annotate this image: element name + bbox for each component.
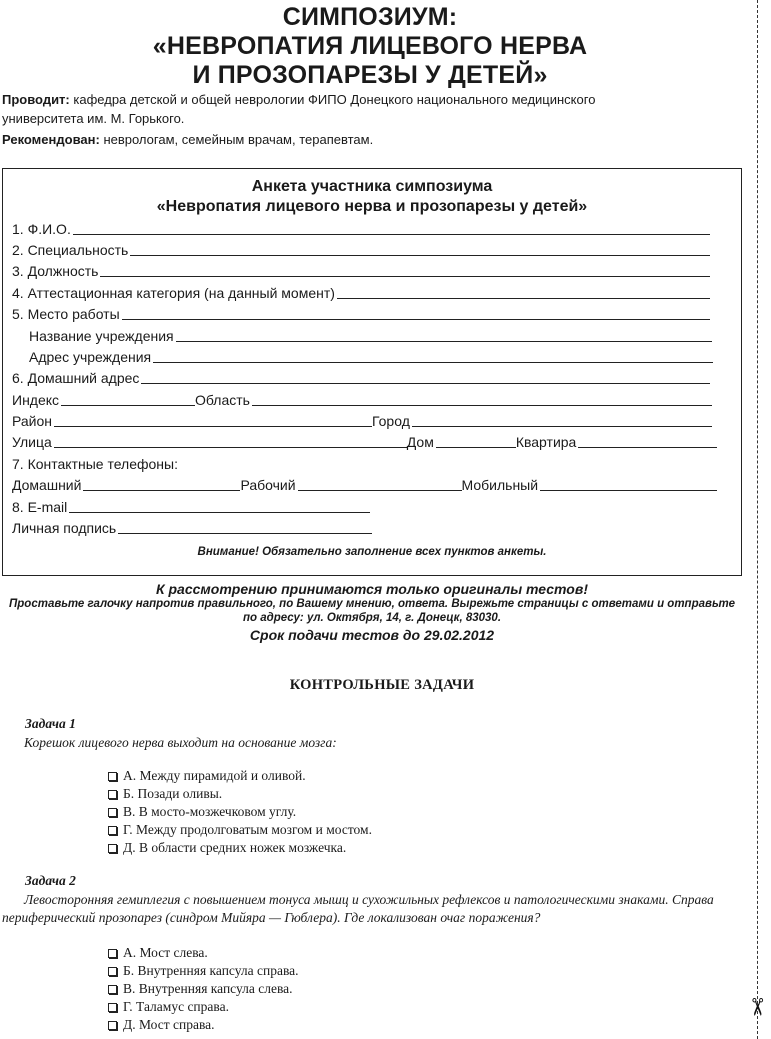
field-category: 4. Аттестационная категория (на данный момент) <box>12 282 710 302</box>
task-2-options <box>108 944 299 1034</box>
home-address-input[interactable] <box>141 369 710 384</box>
task-1-options <box>108 767 372 857</box>
task-2-question: Левосторонняя гемиплегия с повышением тонуса мышц и сухожильных рефлексов и патологическими знаками. Справа периферический прозопарез (синдром Мийяра — Гюблера). Где локализован очаг поражения? <box>2 892 714 925</box>
conducted-text-1: кафедра детской и общей неврологии ФИПО Донецкого национального медицинского <box>73 92 596 107</box>
task-1-option-e[interactable]: Д. В области средних ножек мозжечка. <box>108 839 372 857</box>
checkbox-square-icon[interactable] <box>108 826 117 835</box>
field-street-house-apt: Улица Дом Квартира <box>12 431 717 451</box>
task-1-title: Задача 1 <box>25 716 76 731</box>
specialty-input[interactable] <box>130 241 710 256</box>
form-note: Внимание! Обязательно заполнение всех пунктов анкеты. <box>197 546 547 558</box>
region-input[interactable] <box>252 391 712 406</box>
checkbox-square-icon[interactable] <box>108 844 117 853</box>
district-input[interactable] <box>54 412 372 427</box>
task-2-option-a[interactable]: А. Мост слева. <box>108 944 299 962</box>
field-phones: Домашний Рабочий Мобильный <box>12 474 717 494</box>
field-phones-label: 7. Контактные телефоны: <box>12 456 178 472</box>
phone-home-input[interactable] <box>83 476 240 491</box>
field-fio: 1. Ф.И.О. <box>12 218 710 238</box>
email-input[interactable] <box>69 498 370 513</box>
recommended-text: неврологам, семейным врачам, терапевтам. <box>103 132 374 147</box>
city-input[interactable] <box>412 412 712 427</box>
position-input[interactable] <box>100 262 710 277</box>
institution-address-input[interactable] <box>153 348 713 363</box>
checkbox-square-icon[interactable] <box>108 808 117 817</box>
instructions-originals: К рассмотрению принимаются только оригиналы тестов! <box>156 581 588 597</box>
checkbox-square-icon[interactable] <box>108 985 117 994</box>
participant-form <box>2 168 742 576</box>
symposium-title-line2: «НЕВРОПАТИЯ ЛИЦЕВОГО НЕРВА <box>152 32 588 60</box>
recommended-for <box>2 130 742 149</box>
task-1-option-b[interactable]: Б. Позади оливы. <box>108 785 372 803</box>
form-title-line2: «Невропатия лицевого нерва и прозопарезы у детей» <box>156 198 588 215</box>
task-2-title: Задача 2 <box>25 873 76 888</box>
task-2-option-b[interactable]: Б. Внутренняя капсула справа. <box>108 962 299 980</box>
field-specialty: 2. Специальность <box>12 239 710 259</box>
field-home-address: 6. Домашний адрес <box>12 367 710 387</box>
deadline: Срок подачи тестов до 29.02.2012 <box>249 627 495 643</box>
task-2-option-e[interactable]: Д. Мост справа. <box>108 1016 299 1034</box>
category-input[interactable] <box>337 284 710 299</box>
checkbox-square-icon[interactable] <box>108 1021 117 1030</box>
phone-work-input[interactable] <box>298 476 462 491</box>
conducted-text-2: университета им. М. Горького. <box>2 111 185 126</box>
institution-name-input[interactable] <box>176 327 712 342</box>
checkbox-square-icon[interactable] <box>108 790 117 799</box>
section-title: КОНТРОЛЬНЫЕ ЗАДАЧИ <box>289 677 475 693</box>
field-institution-address: Адрес учреждения <box>29 346 713 366</box>
recommended-label: Рекомендован: <box>2 132 100 147</box>
task-1-option-a[interactable]: А. Между пирамидой и оливой. <box>108 767 372 785</box>
conducted-by <box>2 90 742 128</box>
checkbox-square-icon[interactable] <box>108 949 117 958</box>
checkbox-square-icon[interactable] <box>108 967 117 976</box>
apartment-input[interactable] <box>578 433 717 448</box>
workplace-input[interactable] <box>122 305 710 320</box>
symposium-title-line1: СИМПОЗИУМ: <box>282 3 458 31</box>
field-signature: Личная подпись <box>12 517 372 537</box>
cut-line <box>757 0 758 1039</box>
house-input[interactable] <box>436 433 516 448</box>
field-institution-name: Название учреждения <box>29 325 712 345</box>
scissors-icon: ✂ <box>743 996 771 1018</box>
checkbox-square-icon[interactable] <box>108 772 117 781</box>
fio-input[interactable] <box>73 220 710 235</box>
form-title-line1: Анкета участника симпозиума <box>251 178 493 195</box>
checkbox-square-icon[interactable] <box>108 1003 117 1012</box>
field-district-city: Район Город <box>12 410 712 430</box>
instructions-address: по адресу: ул. Октября, 14, г. Донецк, 83030. <box>242 612 502 624</box>
task-1-option-d[interactable]: Г. Между продолговатым мозгом и мостом. <box>108 821 372 839</box>
instructions-check: Проставьте галочку напротив правильного, по Вашему мнению, ответа. Вырежьте страницы с ответами и отправьте <box>9 598 735 610</box>
task-1-option-c[interactable]: В. В мосто-мозжечковом углу. <box>108 803 372 821</box>
field-workplace: 5. Место работы <box>12 303 710 323</box>
signature-input[interactable] <box>118 519 372 534</box>
field-position: 3. Должность <box>12 260 710 280</box>
task-2-option-c[interactable]: В. Внутренняя капсула слева. <box>108 980 299 998</box>
phone-mobile-input[interactable] <box>540 476 717 491</box>
symposium-title-line3: И ПРОЗОПАРЕЗЫ У ДЕТЕЙ» <box>192 61 548 89</box>
street-input[interactable] <box>54 433 407 448</box>
field-index-region: Индекс Область <box>12 389 712 409</box>
task-2-option-d[interactable]: Г. Таламус справа. <box>108 998 299 1016</box>
field-email: 8. E-mail <box>12 496 370 516</box>
task-1-question: Корешок лицевого нерва выходит на основание мозга: <box>24 735 337 750</box>
index-input[interactable] <box>61 391 195 406</box>
conducted-label: Проводит: <box>2 92 70 107</box>
